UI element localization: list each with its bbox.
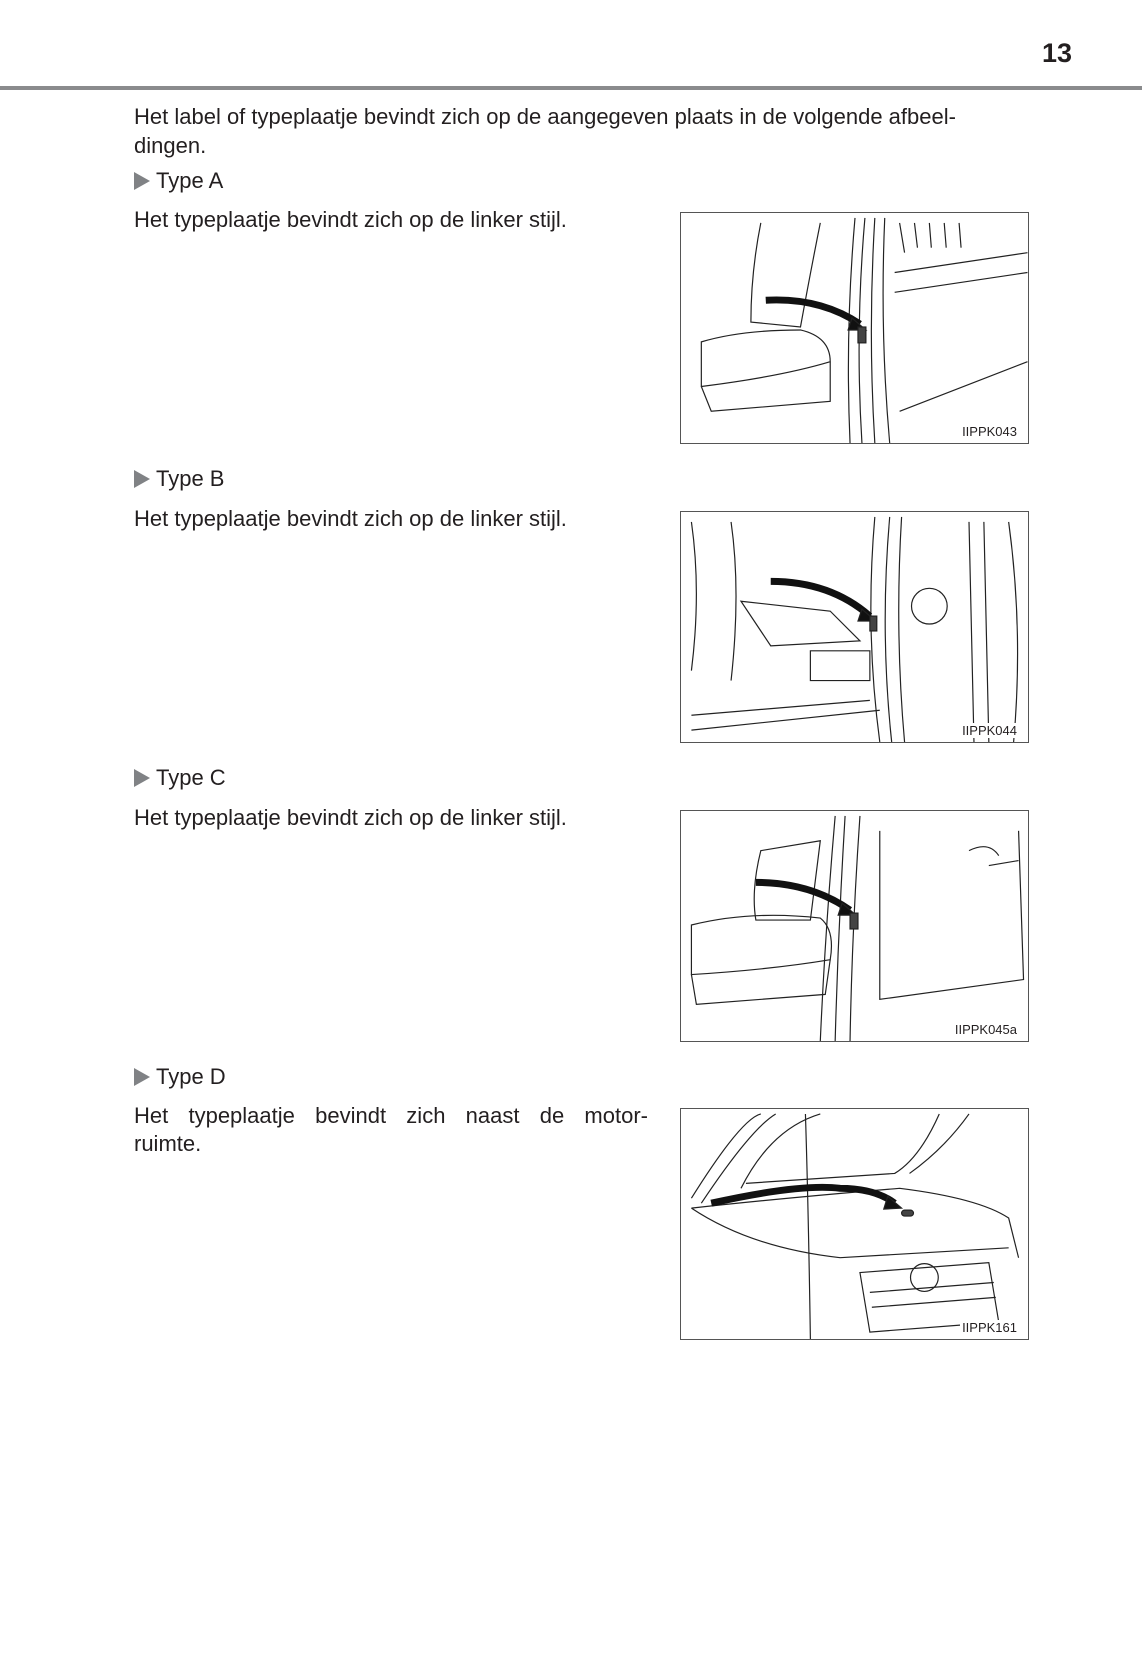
seat-door-pillar-illustration <box>681 213 1028 443</box>
type-c-label: Type C <box>156 765 226 790</box>
type-d-line-1: Het typeplaatje bevindt zich naast de motor- <box>134 1103 648 1128</box>
header-rule <box>0 86 1142 90</box>
intro-paragraph <box>134 102 1026 160</box>
type-c-description: Het typeplaatje bevindt zich op de linker stijl. <box>134 805 567 830</box>
type-a-description: Het typeplaatje bevindt zich op de linker stijl. <box>134 207 567 232</box>
type-a-label: Type A <box>156 168 224 193</box>
triangle-bullet-icon <box>134 470 150 488</box>
type-d-description <box>134 1102 648 1158</box>
type-d-line-2: ruimte. <box>134 1131 202 1156</box>
page-number: 13 <box>1041 38 1072 68</box>
type-d-label: Type D <box>156 1064 226 1089</box>
figure-caption: IIPPK161 <box>962 1320 1017 1335</box>
type-b-figure <box>680 511 1029 743</box>
figure-caption: IIPPK045a <box>954 1022 1017 1037</box>
seat-door-pillar-illustration <box>681 811 1028 1041</box>
seat-door-pillar-illustration <box>681 512 1028 742</box>
type-a-heading <box>134 167 223 195</box>
type-d-figure <box>680 1108 1029 1340</box>
open-hood-engine-bay-illustration <box>681 1109 1028 1339</box>
triangle-bullet-icon <box>134 172 150 190</box>
type-b-heading <box>134 465 224 493</box>
type-c-figure <box>680 810 1029 1042</box>
figure-caption: IIPPK043 <box>962 424 1017 439</box>
type-a-figure <box>680 212 1029 444</box>
triangle-bullet-icon <box>134 769 150 787</box>
type-b-description: Het typeplaatje bevindt zich op de linker stijl. <box>134 506 567 531</box>
type-d-heading <box>134 1063 226 1091</box>
intro-line-1: Het label of typeplaatje bevindt zich op de aangegeven plaats in de volgende afbeel- <box>134 104 956 129</box>
figure-caption: IIPPK044 <box>962 723 1017 738</box>
triangle-bullet-icon <box>134 1068 150 1086</box>
type-c-heading <box>134 764 226 792</box>
intro-line-2: dingen. <box>134 133 207 158</box>
type-b-label: Type B <box>156 466 225 491</box>
